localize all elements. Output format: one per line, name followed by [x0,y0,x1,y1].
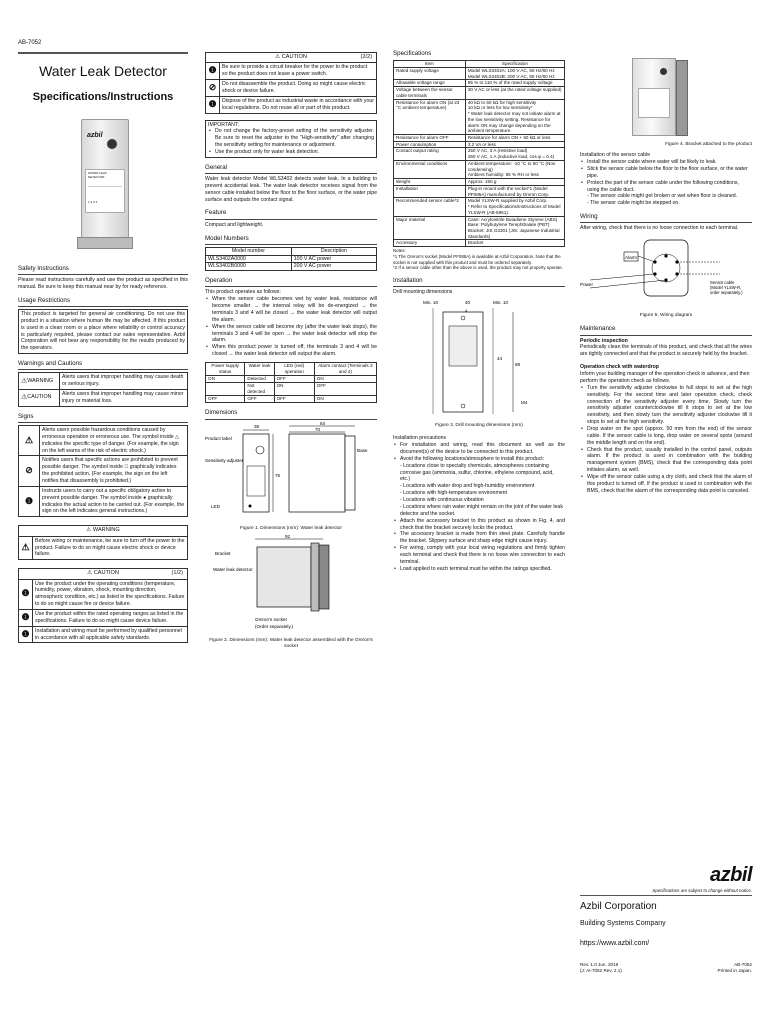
precaution-item: • The accessory bracket is made from thin steel plate. Carefully handle the bracket. Slippery surface and sharp edge might cause injury. [393,531,565,545]
figure-3-caption: Figure 3. Drill mounting dimensions (mm) [435,423,523,428]
general-instruction-icon: ❶ [24,495,34,506]
label-sensitivity: Sensitivity adjuster [205,457,244,463]
footer-docno: AB-7052 [734,961,752,967]
usage-box: This product is targeted for general air conditioning. Do not use this product in a situation where human life may be affected. If this product is used in a clean room or a place where reliability or control accuracy is particularly required, please contact our sales representative. Azbil Corporation will not bear any responsibility for the results produced by the operators. [18,309,188,354]
spec-value: Bracket [465,240,564,247]
feature-heading: Feature [205,209,377,219]
caution-panel-1: ⚠ CAUTION (1/2) ❶ Use the product under the operating conditions (temperature, humidity, power, vibration, shock, mounting direction, atmospheric condition, etc.) as listed in the specifications. Failure to do so might cause fire or device failure. ❶ Use the product within the rated operating ranges as listed in the specifications. Failure to do so might cause device failure. ❶ Installation and wiring must be performed by qualified personnel in accordance with all applicable safety standards. [18,568,188,643]
spec-item: Recommended sensor cable*2 [394,198,466,216]
figure-1-drawing [205,422,377,522]
precaution-item: • Load applied to each terminal must be within the ratings specified. [393,566,565,573]
label-led: LED [211,503,220,509]
periodic-title: Periodic inspection [580,337,628,344]
spec-row [394,99,565,134]
specs-table: Item Specification Rated supply voltage Model WLS3402A: 100 V AC, 50 Hz/60 Hz Model WLS3402B: 200 V AC, 50 Hz/60 Hz Allowable voltage range 85 % to 110 % of the rated supply voltage Voltage between the sensor cable terminals 30 V AC or less (at the rated voltage supplied) Resistance for alarm ON (at 23 °C ambient temperature) 40 kΩ to 60 kΩ for high sensitivity 10 kΩ or less for low sensitivity* * Water leak detector may not initiate alarm at the low sensitivity setting. Resistance for alarm ON may change depending on the ambient temperature. Resistance for alarm OFF Resistance for alarm ON + 50 kΩ or less Power consumption 3.2 VA or less Contact output rating 250 V AC, 3 A (resistive load) 250 V AC, 1 A (inductive load, cos φ = 0.4) Environmental conditions Ambient temperature: -10 °C to 50 °C (Non condensing) Ambient humidity: 85 % RH or less Weight Approx. 150 g Installation Plug-in mount with the socket*1 (Model PF085A) manufactured by Omron Corp. Recommended sensor cable*2 Model YLSW-R supplied by Azbil Corp. * Refer to Specifications/Instructions of Model YLSW-R (AB-5961). Major material Case: Acrylonitrile Butadiene Styrene (ABS) Base: Polybutylene Terephthalate (PBT) Bracket: JIS G3301 (JIS: Japanese Industrial Standards) Accessory Bracket [393,60,565,247]
spec-row [394,135,565,142]
company-division: Building Systems Company [580,920,666,928]
product-label: WATER LEAK DETECTOR 1 2 3 4 [85,169,125,213]
warning-panel: ⚠ WARNING ⚠ Before wiring or maintenance, be sure to turn off the power to the product. Failure to do so might cause electric shock or device failure. [18,525,188,560]
spec-row [394,185,565,197]
instruction-icon: ❶ [21,611,30,622]
precaution-dash: - Locations close to specialty chemicals, atmospheres containing corrosive gas (ammonia, sulfur, chlorine, ethylene compound, acid, etc.) [400,462,554,483]
wiring-alarm-label: Alarm [625,255,637,261]
signs-heading: Signs [18,413,188,423]
check-title: Operation check with waterdrop [580,364,659,371]
dim-4: 4 [465,308,468,314]
models-heading: Model Numbers [205,235,377,245]
label-water-leak-detector: Water leak detector [213,566,253,572]
revision: Rev. 1.0 Jun. 2019 [580,961,619,967]
figure-3-drawing [393,296,565,418]
check-item: • Turn the sensitivity adjuster clockwise to full stops to set at the high sensitivity. For the second time and later operation check, check connection of the sensitivity adjuster every time. Slowly turn the sensitivity adjuster counterclockwise till it stops to set at the low sensitivity, and then slowly turn the sensitivity adjuster clockwise till it stops to set at the high sensitivity. [580,385,752,426]
wiring-text: After wiring, check that there is no loose connection to each terminal. [580,225,739,232]
dim-min10-right: Min. 10 [493,300,509,306]
no-disassembly-icon: ⊘ [208,82,217,93]
figure-5-caption: Figure 5. Wiring diagram [639,313,693,319]
installation-heading: Installation [393,277,565,287]
operation-item: • When the sensor cable will become dry (after the water leak stops), the terminals 3 and 4 will be open → the water leak detector will stop the alarm. [205,324,377,345]
electric-shock-icon: ⚠ [24,434,34,445]
dim-88: 88 [515,362,521,368]
caution-triangle-icon: ⚠ [21,394,28,402]
operation-item: • When the sensor cable becomes wet by water leak, resistance will become smaller → the internal relay will be de-energized → the terminals 3 and 4 will be closed → the water leak detector will output the alarm. [205,296,377,323]
sensor-install-heading: Installation of the sensor cable [580,152,651,159]
top-rule [18,52,188,54]
spec-row [394,160,565,178]
precaution-item: • Attach the accessory bracket to this product as shown in Fig. 4, and check that the bracket securely locks the product. [393,518,565,532]
instruction-icon: ❶ [21,588,30,599]
warnings-heading: Warnings and Cautions [18,360,188,370]
doc-title: Water Leak Detector [39,62,167,79]
sensor-install-dash: - The sensor cable might get broken or wet when floor is cleaned. [587,193,738,200]
sensor-install-dash: - The sensor cable might be stepped on. [587,200,680,207]
caution-panel-2: ⚠ CAUTION (2/2) ❶ Be sure to provide a circuit breaker for the power to the product so the product does not leave a power switch. ⊘ Do not disassemble the product. Doing so might cause electric shock or device failure. ❶ Dispose of the product as industrial waste in accordance with your local regulations. Do not reuse all or part of this product. [205,52,377,114]
no-disassembly-icon: ⊘ [25,465,33,476]
precaution-item: • For wiring, comply with your local wiring regulations and firmly tighten each terminal and check that there is no loose wire connection to each terminal. [393,545,565,566]
spec-value: Resistance for alarm ON + 50 kΩ or less [465,135,564,142]
dimensions-heading: Dimensions [205,409,377,419]
precaution-item: • Avoid the following locations/atmosphere to install this product: [393,456,565,463]
spec-value: Case: Acrylonitrile Butadiene Styrene (ABS) Base: Polybutylene Terephthalate (PBT) Bracket: JIS G3301 (JIS: Japanese Industrial Standards) [465,216,564,240]
safety-heading: Safety Instructions [18,265,188,275]
precaution-dash: - Locations with high-temperature environment [400,490,507,497]
check-item: • Wipe off the sensor cable using a dry cloth, and check that the alarm of this product is turned off. If the product is used in combination with the BMS, check that the alarm of the corresponding data point is canceled. [580,474,752,495]
models-table: Model number Description WLS3402A0000 100 V AC power WLS3402B0000 200 V AC power [205,247,377,272]
precaution-dash: - Locations where rain water might remain on the joint of the water leak detector and the socket. [400,503,563,517]
spec-item: Weight [394,179,466,186]
safety-text: Please read instructions carefully and use the product as specified in this manual. Be sure to keep this manual near by for ready reference. [18,277,188,290]
precaution-dash: - Locations with water drop and high-humidity environment [400,483,535,490]
label-order-separately: (Order separately.) [255,623,294,629]
warnings-table: ⚠ WARNING Alerts users that improper handling may cause death or serious injury. ⚠ CAUTION Alerts users that improper handling may cause minor injury or material loss. [18,372,188,406]
warning-panel-icon: ⚠ [86,527,92,534]
precaution-item: • For installation and wiring, read this document as well as the document(s) of the device to be connected to this product. [393,442,565,456]
figure-2-caption: Figure 2. Dimensions (mm): Water leak detector assembled with the Omron's socket [209,637,373,649]
spec-item: Voltage between the sensor cable terminals [394,87,466,99]
operation-item: • When this product power is turned off, the terminals 3 and 4 will be closed → the water leak detector will output the alarm. [205,344,377,358]
spec-item: Installation [394,185,466,197]
maintenance-heading: Maintenance [580,325,752,335]
wiring-power-label: Power [580,282,594,288]
precautions-title: Installation precautions [393,435,447,442]
spec-item: Environmental conditions [394,160,466,178]
warning-label: ⚠ WARNING [21,377,54,385]
spec-row [394,198,565,216]
revision-jp: (J: AI-7052 Rev. 2.1) [580,967,622,973]
sensor-install-item: • Protect the part of the sensor cable under the following conditions, using the cable duct. [580,180,752,194]
dim-92: 92 [285,534,291,539]
caution-panel-icon: ⚠ [87,570,93,577]
instruction-icon: ❶ [208,98,217,109]
general-heading: General [205,164,377,174]
dim-min10-left: Min. 10 [423,300,439,306]
spec-row [394,240,565,247]
check-item: • Check that the product, usually installed in the control panel, outputs alarm. If the product is used in combination with the building management system (BMS), check that the corresponding data point initiates alarm, as well. [580,447,752,474]
spec-row [394,80,565,87]
spec-value: Model WLS3402A: 100 V AC, 50 Hz/60 Hz Model WLS3402B: 200 V AC, 50 Hz/60 Hz [465,67,564,79]
column-3 [393,0,565,573]
spec-item: Rated supply voltage [394,67,466,79]
company-name: Azbil Corporation [580,901,657,913]
spec-item: Major material [394,216,466,240]
sensitivity-knob [107,139,117,149]
dim-84: 84 [320,421,326,426]
label-bracket: Bracket [215,550,231,556]
spec-value: 30 V AC or less (at the rated voltage supplied) [465,87,564,99]
company-url[interactable]: https://www.azbil.com/ [580,939,650,947]
spec-row [394,87,565,99]
spec-row [394,148,565,160]
bracket-photo-knob [660,68,667,75]
dim-40: 40 [465,300,471,306]
precaution-dash: - Locations with continuous vibration [400,497,484,504]
spec-item: Contact output rating [394,148,466,160]
caution-panel-icon: ⚠ [275,54,281,60]
spec-item: Accessory [394,240,466,247]
spec-value: Approx. 150 g [465,179,564,186]
spec-value: 250 V AC, 3 A (resistive load) 250 V AC, 1 A (inductive load, cos φ = 0.4) [465,148,564,160]
caution-label: ⚠ CAUTION [21,394,52,402]
doc-subtitle: Specifications/Instructions [32,91,174,104]
product-photo [73,119,133,249]
label-base: Base [357,447,368,453]
column-4 [580,0,752,973]
footer [580,862,752,974]
footer-tagline: Specifications are subject to change without notice. [652,888,752,894]
spec-row [394,141,565,148]
dim-70: 70 [315,426,321,432]
spec-item: Allowable voltage range [394,80,466,87]
sensor-install-item: • Stick the sensor cable below the floor to the floor surface, or the water pipe. [580,166,752,180]
spec-item: Power consumption [394,141,466,148]
specs-notes: Notes: *1 The Omron's socket (Model PF085A) is available at Azbil Corporation. Note that the socket is not supplied with this product and must be ordered separately. *2 If a sensor cable other than the above is used, the product may not properly operate. [393,248,563,271]
spec-value: Plug-in mount with the socket*1 (Model PF085A) manufactured by Omron Corp. [465,185,564,197]
product-brand-logo: azbil [87,131,103,139]
operation-heading: Operation [205,277,377,287]
figure-4-caption: Figure 4. Bracket attached to the product [665,142,752,147]
spec-value: Ambient temperature: -10 °C to 50 °C (Non condensing) Ambient humidity: 85 % RH or less [465,160,564,178]
usage-heading: Usage Restrictions [18,297,188,307]
warning-triangle-icon: ⚠ [21,377,28,385]
figure-2-drawing [205,535,377,633]
spec-row [394,216,565,240]
spec-row [394,67,565,79]
spec-value: Model YLSW-R supplied by Azbil Corp. * Refer to Specifications/Instructions of Model YLSW-R (AB-5961). [465,198,564,216]
feature-text: Compact and lightweight. [205,221,264,228]
sensor-install-item: • Install the sensor cable where water will be likely to leak. [580,159,752,166]
label-omron-socket: Omron's socket [255,616,287,622]
operation-table: Power supply status Water leak LED (red) operation Alarm contact (Terminals 3 and 4) ON Detected OFF ON Not detected ON OFF OFF OFF OFF ON [205,362,377,403]
check-item: • Drop water on the spot (approx. 50 mm from the end) of the sensor cable. If the sensor cable is long, drop water on several spots (around the middle length and on the end). [580,426,752,447]
drill-title: Drill mounting dimensions [393,289,453,296]
doc-number: AB-7052 [18,40,42,46]
spec-item: Resistance for alarm ON (at 23 °C ambient temperature) [394,99,466,134]
printed-in: Printed in Japan. [717,967,752,973]
specs-heading: Specifications [393,50,432,57]
check-intro: Inform your building manager of the operation check in advance, and then perform the operation check as follows. [580,371,750,384]
general-text: Water leak detector Model WLS3402 detects water leak. In a building to prevent accidental leak. The water leak detector receives signal from the sensor cable installed below the floor to the floor surface, or the water pipe surface and outputs the contact signal. [205,176,377,203]
spec-value: 3.2 VA or less [465,141,564,148]
figure-5-drawing [580,232,752,308]
spec-value: 85 % to 110 % of the rated supply voltage [465,80,564,87]
instruction-icon: ❶ [208,65,217,76]
column-1 [18,0,188,643]
dim-44: 44 [497,356,503,362]
figure-1-caption: Figure 1. Dimensions (mm): Water leak detector [240,526,342,532]
dim-38: 38 [254,423,260,429]
dim-75: 75 [275,472,281,478]
label-product-label: Product label [205,435,232,441]
signs-table: ⚠ Alerts users possible hazardous conditions caused by erroneous operation or erroneous use. The symbol inside △ indicates the specific type of danger. (For example, the sign on the left warns of the risk of electric shock.) ⊘ Notifies users that specific actions are prohibited to prevent possible danger. The symbol inside ⃠ graphically indicates the prohibited action. (For example, the sign on the left notifies that disassembly is prohibited.) ❶ Instructs users to carry out a specific obligatory action to prevent possible danger. The symbol inside ● graphically indicates the actual action to be carried out. (For example, the sign on the left indicates general instructions.) [18,425,188,517]
footer-logo: azbil [710,864,752,886]
bracket-photo [632,58,692,140]
dim-m4: M4 [521,400,528,406]
column-2: ⚠ CAUTION (2/2) ❶ Be sure to provide a circuit breaker for the power to the product so the product does not leave a power switch. ⊘ Do not disassemble the product. Doing so might cause electric shock or device failure. ❶ Dispose of the product as industrial waste in accordance with your local regulations. Do not reuse all or part of this product. IMPORTANT: • Do not change the factory-preset setting of the sensitivity adjuster. Be sure to reset the adjuster to the "High-sensitivity" after changing the sensitivity setting for maintenance or adjustment. • Use the product only for water leak detection. General Water leak detector Model WLS3402 detects water leak. In a building to prevent accidental leak. The water leak detector receives signal from the sensor cable installed below the floor to the floor surface, or the water pipe surface and outputs the contact signal. Feature Compact and lightweight. Model Numbers Model number Description WLS3402A0000 100 V AC power WLS3402B0000 200 V AC power Operation This product operates as follows: • When the sensor cable becomes wet by water leak, resistance will become smaller → the internal relay will be de-energized → the terminals 3 and 4 will be closed → the water leak detector will output the alarm. • When the sensor cable will become dry (after the water leak stops), the terminals 3 and 4 will be open → the water leak detector will stop the alarm. • When this product power is turned off, the terminals 3 and 4 will be closed → the water leak detector will output the alarm. Power supply status Water leak LED (red) operation Alarm contact (Terminals 3 and 4) ON Detected OFF ON Not detected ON OFF OFF OFF OFF ON Dimensions Product label Sensitivity adjuster LED 38 75 84 70 Base Figure 1. Dimensions (mm): Water leak detector 92 Bracket Water leak detector Omron's socket (Order separately.) Figure 2. Dimensions (mm): Water leak detector assembled with the Omron's socket [205,0,377,652]
periodic-text: Periodically clean the terminals of this product, and check that all the wires are tightly connected and that the product is securely held by the bracket. [580,344,752,358]
spec-item: Resistance for alarm OFF [394,135,466,142]
spec-row [394,179,565,186]
instruction-icon: ❶ [21,628,30,639]
wiring-sensor-label: Sensor cable (Model YLSW-R, order separately.) [710,280,743,296]
important-box: IMPORTANT: • Do not change the factory-preset setting of the sensitivity adjuster. Be sure to reset the adjuster to the "High-sensitivity" after changing the sensitivity setting for maintenance or adjustment. • Use the product only for water leak detection. [205,120,377,158]
wiring-heading: Wiring [580,213,752,223]
important-item: • Use the product only for water leak detection. [208,149,374,156]
important-item: • Do not change the factory-preset setting of the sensitivity adjuster. Be sure to reset the adjuster to the "High-sensitivity" after changing the sensitivity setting for maintenance or adjustment. [208,128,374,149]
spec-value: 40 kΩ to 60 kΩ for high sensitivity 10 kΩ or less for low sensitivity* * Water leak detector may not initiate alarm at the low sensitivity setting. Resistance for alarm ON may change depending on the ambient temperature. [465,99,564,134]
electric-shock-icon: ⚠ [21,541,30,552]
